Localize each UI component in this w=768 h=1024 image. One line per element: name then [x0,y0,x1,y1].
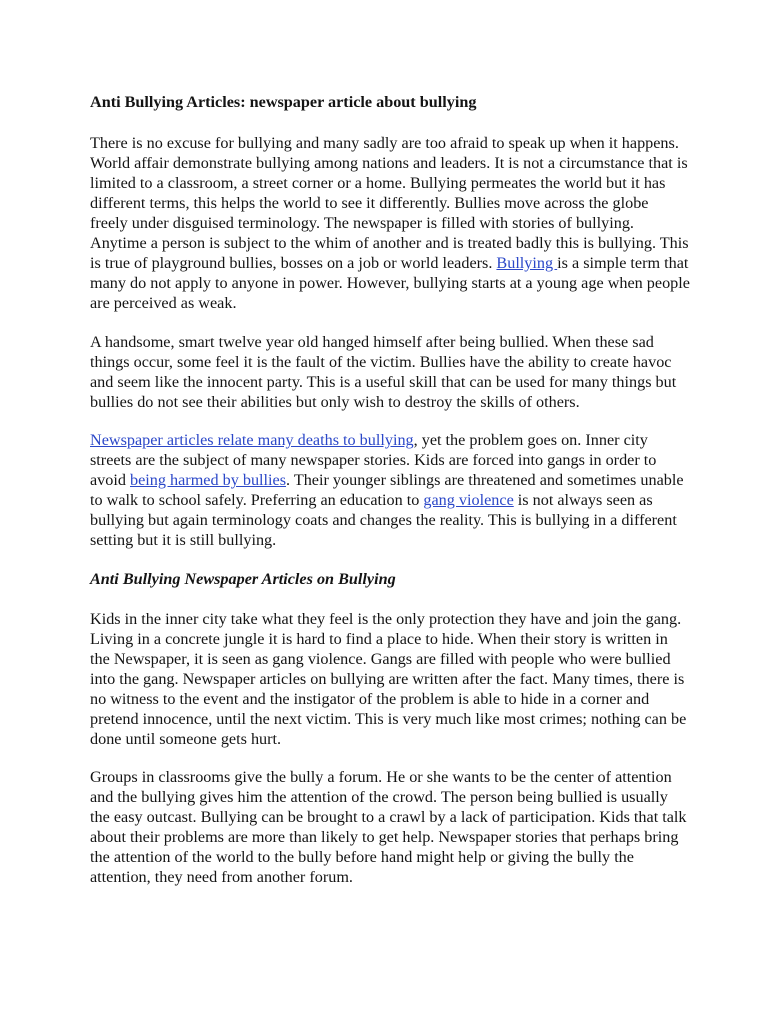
paragraph-1-text-a: There is no excuse for bullying and many sadly are too afraid to speak up when it happens. World affair demonstrate bullying among nations and leaders. It is not a circumstance that is limited to a classroom, a street corner or a home. Bullying permeates the world but it has different terms, this helps the world to see it differently. Bullies move across the globe freely under disguised terminology. The newspaper is filled with stories of bullying. Anytime a person is subject to the whim of another and is treated badly this is bullying. This is true of playground bullies, bosses on a job or world leaders. [90,134,689,272]
paragraph-3-text-b: . Their younger siblings are threatened and sometimes unable to walk to school safely. Preferring an education to [90,471,684,509]
paragraph-2: A handsome, smart twelve year old hanged himself after being bullied. When these sad things occur, some feel it is the fault of the victim. Bullies have the ability to create havoc and seem like the innocent party. This is a useful skill that can be used for many things but bullies do not see their abilities but only wish to destroy the skills of others. [90,332,677,411]
paragraph-5: Groups in classrooms give the bully a forum. He or she wants to be the center of attention and the bullying gives him the attention of the crowd. The person being bullied is usually the easy outcast. Bullying can be brought to a crawl by a lack of participation. Kids that talk about their problems are more than likely to get help. Newspaper stories that perhaps bring the attention of the world to the bully before hand might help or giving the bully the attention, they need from another forum. [90,768,687,886]
link-bullying[interactable]: Bullying [496,254,558,272]
link-gang-violence[interactable]: gang violence [423,491,514,509]
link-being-harmed-by-bullies[interactable]: being harmed by bullies [130,471,287,489]
paragraph-4: Kids in the inner city take what they feel is the only protection they have and join the gang. Living in a concrete jungle it is hard to find a place to hide. When their story is written in the Newspaper, it is seen as gang violence. Gangs are filled with people who were bullied into the gang. Newspaper articles on bullying are written after the fact. Many times, there is no witness to the event and the instigator of the problem is able to hide in a corner and pretend innocence, until the next victim. This is very much like most crimes; nothing can be done until someone gets hurt. [90,609,687,748]
paragraph-3 [90,430,690,550]
paragraph-3-text-a: , yet the problem goes on. Inner city streets are the subject of many newspaper stories. Kids are forced into gangs in order to avoid [90,431,657,489]
section-subheading: Anti Bullying Newspaper Articles on Bullying [90,569,396,588]
document-page [90,92,690,906]
paragraph-3-text-c: is not always seen as bullying but again terminology coats and changes the reality. This is bullying in a different setting but it is still bullying. [90,491,677,549]
document-title: Anti Bullying Articles: newspaper article about bullying [90,93,477,111]
paragraph-1-text-b: is a simple term that many do not apply to anyone in power. However, bullying starts at a young age when people are perceived as weak. [90,254,690,312]
link-newspaper-articles-deaths[interactable]: Newspaper articles relate many deaths to bullying [90,431,414,449]
paragraph-1 [90,133,690,313]
